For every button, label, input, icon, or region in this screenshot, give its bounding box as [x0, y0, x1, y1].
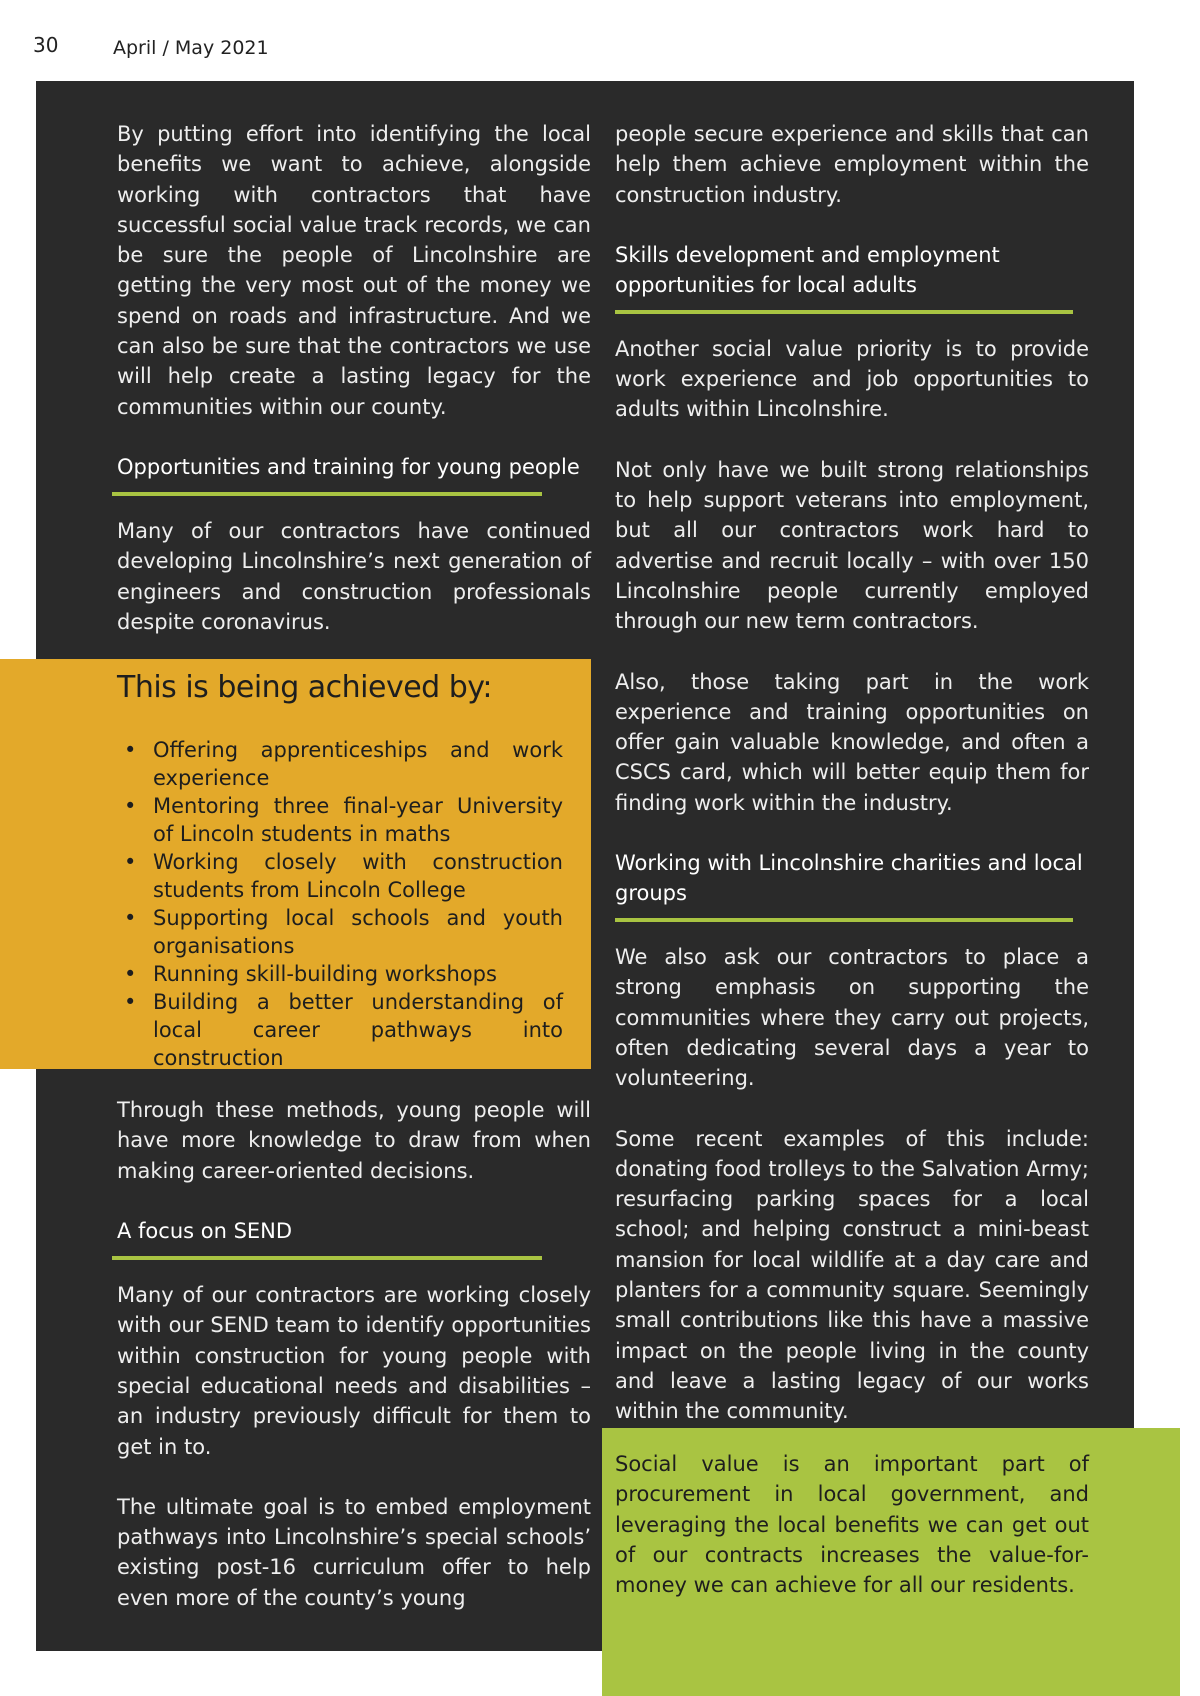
- bullet-icon: •: [124, 850, 137, 874]
- intro-paragraph: By putting effort into identifying the local benefits we want to achieve, alongside working with contractors that have successful social value track records, we can be sure the people of Lincolnshire are getting the very most out of the money we spend on roads and infrastructure. And we can also be sure that the contractors we use will help create a lasting legacy for the communities within our county.: [117, 122, 591, 419]
- send-heading: A focus on SEND: [117, 1219, 293, 1244]
- section-divider: [112, 1256, 542, 1260]
- bullet-icon: •: [124, 738, 137, 762]
- young-people-paragraph: Many of our contractors have continued developing Lincolnshire’s next generation of engineers and construction professionals despite coronavirus.: [117, 518, 591, 634]
- issue-date: April / May 2021: [113, 37, 269, 59]
- methods-paragraph: Through these methods, young people will have more knowledge to draw from when making career-oriented decisions.: [117, 1098, 591, 1183]
- continuation-paragraph: people secure experience and skills that can help them achieve employment within the construction industry.: [615, 122, 1089, 207]
- list-item: • Running skill-building workshops: [124, 962, 497, 986]
- charities-heading: Working with Lincolnshire charities and local groups: [615, 851, 1083, 906]
- goal-paragraph: The ultimate goal is to embed employment pathways into Lincolnshire’s special schools’ existing post-16 curriculum offer to help even more of the county’s young: [117, 1494, 591, 1610]
- list-item: • Working closely with construction students from Lincoln College: [124, 850, 563, 902]
- adults-heading: Skills development and employment opportunities for local adults: [615, 242, 1000, 297]
- right-column: [615, 119, 1089, 1427]
- bullet-icon: •: [124, 906, 137, 930]
- list-item: • Mentoring three final-year University of Lincoln students in maths: [124, 794, 563, 846]
- achievements-list: [117, 736, 563, 1072]
- adults-paragraph-3: Also, those taking part in the work experience and training opportunities on offer gain valuable knowledge, and often a CSCS card, which will better equip them for finding work within the industry.: [615, 669, 1089, 815]
- achievements-title: This is being achieved by:: [117, 670, 492, 705]
- bullet-icon: •: [124, 794, 137, 818]
- send-paragraph: Many of our contractors are working closely with our SEND team to identify opportunities within construction for young people with special educational needs and disabilities – an industry previously difficult for them to get in to.: [117, 1283, 591, 1459]
- bullet-icon: •: [124, 962, 137, 986]
- section-divider: [615, 310, 1073, 314]
- list-item: • Supporting local schools and youth organisations: [124, 906, 563, 958]
- page-number: 30: [33, 33, 59, 57]
- adults-paragraph-2: Not only have we built strong relationships to help support veterans into employment, but all our contractors work hard to advertise and recruit locally – with over 150 Lincolnshire people currently employed through our new term contractors.: [615, 457, 1089, 634]
- callout-text: Social value is an important part of procurement in local government, and leveraging the local benefits we can get out of our contracts increases the value-for-money we can achieve for all our residents.: [615, 1452, 1089, 1598]
- section-divider: [615, 918, 1073, 922]
- section-divider: [112, 492, 542, 496]
- adults-paragraph-1: Another social value priority is to provide work experience and job opportunities to adults within Lincolnshire.: [615, 336, 1089, 422]
- list-item: • Building a better understanding of local career pathways into construction: [124, 990, 563, 1070]
- charities-paragraph-2: Some recent examples of this include: donating food trolleys to the Salvation Army; resurfacing parking spaces for a local school; and helping construct a mini-beast mansion for local wildlife at a day care and planters for a community square. Seemingly small contributions like this have a massive impact on the people living in the county and leave a lasting legacy of our works within the community.: [615, 1126, 1089, 1424]
- charities-paragraph-1: We also ask our contractors to place a strong emphasis on supporting the communities where they carry out projects, often dedicating several days a year to volunteering.: [615, 945, 1089, 1091]
- bullet-icon: •: [124, 990, 137, 1014]
- young-people-heading: Opportunities and training for young people: [117, 454, 580, 479]
- list-item: • Offering apprenticeships and work experience: [124, 738, 563, 790]
